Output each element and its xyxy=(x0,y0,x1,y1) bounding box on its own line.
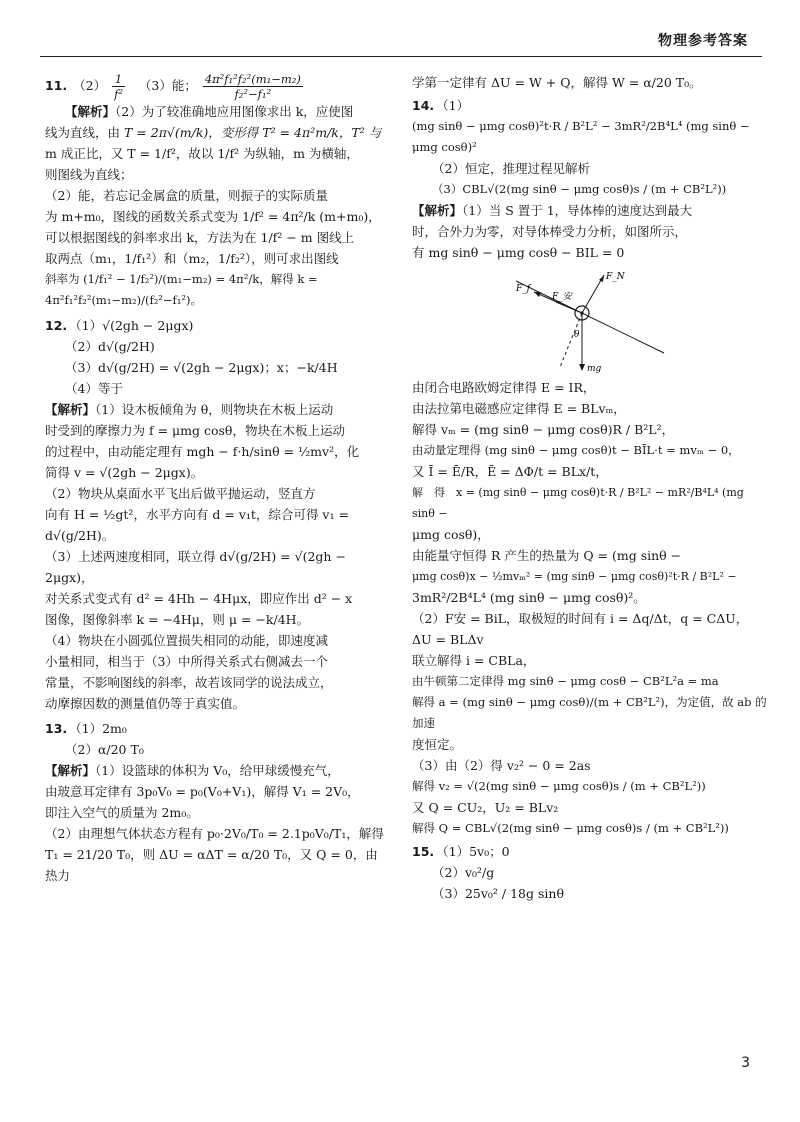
q14-text-line: 解得 vₘ = (mg sinθ − μmg cosθ)R / B²L²， xyxy=(412,422,675,437)
header-rule xyxy=(40,56,762,57)
q14-text-line: 由闭合电路欧姆定律得 E = IR， xyxy=(412,380,596,395)
q14-text: （1）当 S 置于 1，导体棒的速度达到最大 xyxy=(462,203,693,218)
q11-ans2-num: 1 xyxy=(112,72,125,87)
question-13 xyxy=(45,718,385,886)
q15-text: （1）5v₀；0 xyxy=(436,844,510,859)
question-11 xyxy=(45,72,385,311)
normal-force-arrowhead xyxy=(599,275,604,282)
q14-text-line: 由法拉第电磁感应定律得 E = BLvₘ， xyxy=(412,401,626,416)
q14-text-line: 解得 a = (mg sinθ − μmg cosθ)/(m + CB²L²)，为定值，故 ab 的加速 xyxy=(412,695,767,730)
force-diagram xyxy=(512,267,672,375)
q14-answer-3: （3）CBL√(2(mg sinθ − μmg cosθ)s / (m + CB²L²)) xyxy=(432,182,727,196)
q12-text-line: d√(g/2H)。 xyxy=(45,528,115,543)
q11-text-line: 为 m+m₀，图线的函数关系式变为 1/f² = 4π²/k (m+m₀)， xyxy=(45,209,381,224)
label-ampere-force: F_安 xyxy=(552,292,572,302)
q14-number: 14. xyxy=(412,98,435,113)
q11-ans3-prefix: （3）能； xyxy=(138,78,197,93)
page-number: 3 xyxy=(741,1055,750,1071)
q15-answer-3: （3）25v₀² / 18g sinθ xyxy=(432,886,564,901)
q12-text-line: 简得 v = √(2gh − 2μgx)。 xyxy=(45,465,204,480)
q11-text-line: （2）能，若忘记金属盒的质量，则振子的实际质量 xyxy=(45,188,328,203)
q12-text-line: 对关系式变式有 d² = 4Hh − 4Hμx，即应作出 d² − x xyxy=(45,591,353,606)
q13-text-line: （2）由理想气体状态方程有 p₀·2V₀/T₀ = 2.1p₀V₀/T₁，解得 xyxy=(45,826,384,841)
label-theta: θ xyxy=(574,330,580,340)
q14-answer-1 xyxy=(412,95,767,116)
q12-number: 12. xyxy=(45,318,68,333)
q12-text-line: 常量，不影响图线的斜率，故若该同学的说法成立， xyxy=(45,675,333,690)
label-gravity: mg xyxy=(587,364,602,374)
q13-analysis-tag: 【解析】 xyxy=(45,763,96,778)
q13-text-line: 即注入空气的质量为 2m₀。 xyxy=(45,805,199,820)
q12-answer-2: （2）d√(g/2H) xyxy=(65,339,155,354)
q11-ans3-fraction xyxy=(203,72,303,101)
question-12 xyxy=(45,315,385,714)
q13-text-line: 学第一定律有 ΔU = W + Q，解得 W = α/20 T₀。 xyxy=(412,75,702,90)
q12-answer-3: （3）d√(g/2H) = √(2gh − 2μgx)；x；−k/4H xyxy=(65,360,338,375)
q11-text-line xyxy=(45,122,385,143)
q14-text-line: 时，合外力为零，对导体棒受力分析，如图所示， xyxy=(412,224,688,239)
q14-text-line: 解 得 x = (mg sinθ − μmg cosθ)t·R / B²L² − mR²/B⁴L⁴ (mg sinθ − xyxy=(412,486,744,520)
q11-ans3-num: 4π²f₁²f₂²(m₁−m₂) xyxy=(204,72,301,86)
q14-text-line: 有 mg sinθ − μmg cosθ − BIL = 0 xyxy=(412,245,625,260)
q12-analysis-line xyxy=(45,399,385,420)
q14-text-line: 又 Q = CU₂，U₂ = BLv₂ xyxy=(412,800,559,815)
question-14 xyxy=(412,95,767,839)
q11-text-line: m 成正比，又 T = 1/f²，故以 1/f² 为纵轴，m 为横轴， xyxy=(45,146,359,161)
q14-text-line: 由牛顿第二定律得 mg sinθ − μmg cosθ − CB²L²a = ma xyxy=(412,674,719,688)
q14-answer-2: （2）恒定，推理过程见解析 xyxy=(432,161,590,176)
q14-text-line: 解得 Q = CBL√(2(mg sinθ − μmg cosθ)s / (m + CB²L²)) xyxy=(412,821,729,835)
q11-ans2-fraction xyxy=(112,72,125,101)
gravity-arrowhead xyxy=(579,364,585,371)
q15-number: 15. xyxy=(412,844,435,859)
q14-text-line: 由动量定理得 (mg sinθ − μmg cosθ)t − BĪL·t = mvₘ − 0， xyxy=(412,443,740,457)
q12-text-line: 时受到的摩擦力为 f = μmg cosθ，物块在木板上运动 xyxy=(45,423,345,438)
q13-answer-2: （2）α/20 T₀ xyxy=(65,742,144,757)
reference-dashed-line xyxy=(560,313,582,367)
q14-text-line: 解得 v₂ = √(2(mg sinθ − μmg cosθ)s / (m + CB²L²)) xyxy=(412,779,706,793)
q13-number: 13. xyxy=(45,721,68,736)
right-column xyxy=(412,72,767,904)
q11-text: （2）为了较准确地应用图像求出 k，应使图 xyxy=(115,104,354,119)
q12-text-line: 动摩擦因数的测量值仍等于真实值。 xyxy=(45,696,246,711)
question-15 xyxy=(412,841,767,904)
q12-text-line: 向有 H = ½gt²，水平方向有 d = v₁t，综合可得 v₁ = xyxy=(45,507,349,522)
q11-ans2-prefix: （2） xyxy=(73,78,107,93)
q14-text-line: （2）F安 = BiL，取极短的时间有 i = Δq/Δt，q = CΔU， xyxy=(412,611,749,626)
q12-answer-1 xyxy=(45,315,385,336)
q12-text-line: 的过程中，由动能定理有 mgh − f·h/sinθ = ½mv²，化 xyxy=(45,444,360,459)
q14-text-line: μmg cosθ)x − ½mvₘ² = (mg sinθ − μmg cosθ)²t·R / B²L² − xyxy=(412,570,737,583)
q14-text-line: 又 Ī = Ē/R，Ē = ΔΦ/t = BLx/t， xyxy=(412,464,608,479)
q14-analysis-line xyxy=(412,200,767,221)
q12-text: （1）√(2gh − 2μgx) xyxy=(69,318,194,333)
q12-analysis-tag: 【解析】 xyxy=(45,402,96,417)
q11-analysis-line xyxy=(45,101,385,122)
label-normal-force: F_N xyxy=(606,272,625,282)
q14-answer-1-expression: (mg sinθ − μmg cosθ)²t·R / B²L² − 3mR²/2B⁴L⁴ (mg sinθ − μmg cosθ)² xyxy=(412,119,750,154)
q12-text-line: （2）物块从桌面水平飞出后做平抛运动，竖直方 xyxy=(45,486,316,501)
q13-text-line: 由玻意耳定律有 3p₀V₀ = p₀(V₀+V₁)，解得 V₁ = 2V₀， xyxy=(45,784,360,799)
q12-text-line: （3）上述两速度相同，联立得 d√(g/2H) = √(2gh − 2μgx)， xyxy=(45,549,346,585)
q14-text-line: 联立解得 i = CBLa， xyxy=(412,653,536,668)
q11-text: T² = 4π²m/k，T² 与 xyxy=(262,125,382,140)
q11-analysis-tag: 【解析】 xyxy=(65,104,116,119)
q13-answer-1 xyxy=(45,718,385,739)
incline-line xyxy=(516,281,664,353)
q11-ans2-den: f² xyxy=(114,87,123,101)
q11-text-line: 斜率为 (1/f₁² − 1/f₂²)/(m₁−m₂) = 4π²/k，解得 k = 4π²f₁²f₂²(m₁−m₂)/(f₂²−f₁²)。 xyxy=(45,272,318,307)
q15-answer-2: （2）v₀²/g xyxy=(432,865,495,880)
q12-text-line: 图像，图像斜率 k = −4Hμ，则 μ = −k/4H。 xyxy=(45,612,310,627)
q14-text-line: μmg cosθ)， xyxy=(412,527,490,542)
q13-text: （1）设篮球的体积为 V₀，给甲球缓慢充气， xyxy=(95,763,340,778)
q11-number: 11. xyxy=(45,78,68,93)
q14-text-line: 3mR²/2B⁴L⁴ (mg sinθ − μmg cosθ)²。 xyxy=(412,590,646,605)
q13-text: （1）2m₀ xyxy=(69,721,127,736)
q15-answer-1 xyxy=(412,841,767,862)
left-column xyxy=(45,72,385,886)
q14-text-line: （3）由（2）得 v₂² − 0 = 2as xyxy=(412,758,591,773)
q12-text: （1）设木板倾角为 θ，则物块在木板上运动 xyxy=(95,402,334,417)
q11-answer-line xyxy=(45,72,385,101)
q11-text-line: 则图线为直线； xyxy=(45,167,133,182)
q12-answer-4: （4）等于 xyxy=(65,381,123,396)
q14-text: （1） xyxy=(436,98,470,113)
q14-text-line: ΔU = BLΔv xyxy=(412,632,484,647)
q14-text-line: 度恒定。 xyxy=(412,737,463,752)
label-friction: F_f xyxy=(516,284,531,294)
friction-force-arrowhead xyxy=(534,292,541,297)
q14-analysis-tag: 【解析】 xyxy=(412,203,463,218)
q11-text-line: 可以根据图线的斜率求出 k，方法为在 1/f² − m 图线上 xyxy=(45,230,355,245)
page-header-title: 物理参考答案 xyxy=(658,33,748,49)
q11-text: 线为直线，由 xyxy=(45,125,121,140)
q12-text-line: 小量相同，相当于（3）中所得关系式右侧减去一个 xyxy=(45,654,328,669)
q11-ans3-den: f₂²−f₁² xyxy=(234,87,272,101)
q11-text-line: 取两点（m₁，1/f₁²）和（m₂，1/f₂²），则可求出图线 xyxy=(45,251,339,266)
q13-text-line: T₁ = 21/20 T₀，则 ΔU = αΔT = α/20 T₀，又 Q = 0，由热力 xyxy=(45,847,378,883)
q12-text-line: （4）物块在小圆弧位置损失相同的动能，即速度减 xyxy=(45,633,328,648)
q13-analysis-line xyxy=(45,760,385,781)
q14-text-line: 由能量守恒得 R 产生的热量为 Q = (mg sinθ − xyxy=(412,548,682,563)
q11-text: T = 2π√(m/k)，变形得 xyxy=(124,125,259,140)
